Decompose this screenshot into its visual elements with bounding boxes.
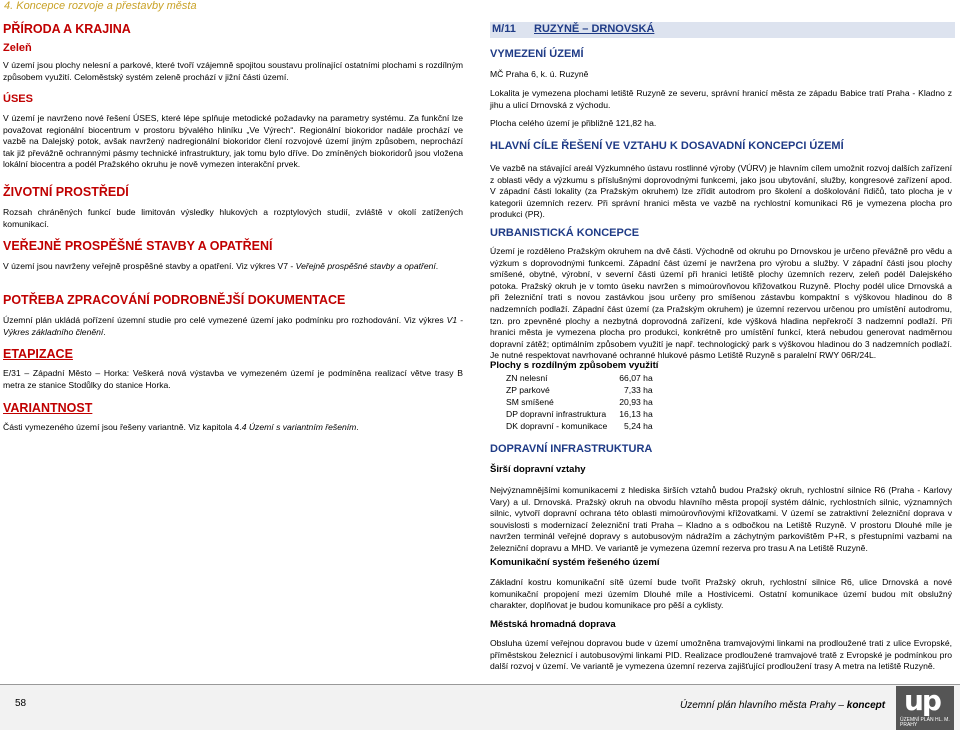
table-row: ZN nelesní 66,07 ha [506,373,653,383]
para-hlavni-cile: Ve vazbě na stávající areál Výzkumného ústavu rostlinné výroby (VÚRV) je hlavním cílem umožnit rozvoj dalších zařízení z oblasti vědy a výzkumu s příslušnými doprovodnými funkcemi, jako jsou ubytování, služby, kongresové zařízení apod. V západní části lokality (za Pražským okruhem) lze zřídit autodrom pro školení a doškolování řidičů, tato plocha je v kategorii územních rezerv. Při správní hranici města ve vazbě na rychlostní komunikaci R6 je vymezena plocha pro produkci (PR). [490,163,952,220]
heading-urbanisticka: URBANISTICKÁ KONCEPCE [490,227,640,239]
para-plocha: Plocha celého území je přibližně 121,82 ha. [490,118,657,128]
heading-etapizace: ETAPIZACE [3,347,73,361]
para-zelen: V území jsou plochy nelesní a parkové, které tvoří vzájemně spojitou soustavu prolínající ostatními plochami s rozdílným způsobem využití. Celoměstský systém zeleně prochází v jižní části území. [3,60,463,82]
heading-potreba: POTŘEBA ZPRACOVÁNÍ PODROBNĚJŠÍ DOKUMENTACE [3,293,346,307]
para-komunikacni: Základní kostru komunikační sítě území bude tvořit Pražský okruh, rychlostní silnice R6, ulice Drnovská a nové komunikační propojení mezi územím Dlouhé míle a Hostivicemi. Ostatní komunikace území budou mít obslužný charakter, doplňovat je budou komunikace pro pěší a cyklisty. [490,577,952,611]
heading-zelen: Zeleň [3,42,32,54]
heading-komunikacni: Komunikační systém řešeného území [490,557,660,568]
heading-hlavni-cile: HLAVNÍ CÍLE ŘEŠENÍ VE VZTAHU K DOSAVADNÍ KONCEPCI ÚZEMÍ [490,140,844,152]
para-variantnost: Části vymezeného území jsou řešeny variantně. Viz kapitola 4.4 Území s variantním řešením. [3,422,359,432]
para-zivotni-prostredi: Rozsah chráněných funkcí bude limitován výsledky hlukových a rozptylových studií, zvláště v okolí zatížených komunikací. [3,207,463,229]
heading-dopravni: DOPRAVNÍ INFRASTRUKTURA [490,443,653,455]
para-etapizace: E/31 – Západní Město – Horka: Veškerá nová výstavba ve vymezeném území je podmíněna realizací větve trasy B metra ze stanice Stodůlky do stanice Horka. [3,368,463,390]
area-code: M/11 [492,23,516,35]
heading-variantnost: VARIANTNOST [3,401,93,415]
running-head: 4. Koncepce rozvoje a přestavby města [4,0,197,12]
heading-zivotni-prostredi: ŽIVOTNÍ PROSTŘEDÍ [3,185,129,199]
table-row: DK dopravní - komunikace 5,24 ha [506,421,653,431]
heading-vymezeni: VYMEZENÍ ÚZEMÍ [490,48,584,60]
page-number: 58 [15,698,27,709]
heading-vps: VEŘEJNĚ PROSPĚŠNÉ STAVBY A OPATŘENÍ [3,239,273,253]
footer-divider [0,684,960,685]
heading-uses: ÚSES [3,93,33,105]
land-use-table [504,372,655,432]
para-potreba: Územní plán ukládá pořízení územní studie pro celé vymezené území jako podmínku pro rozhodování. Viz výkres V1 - Výkres základního členění. [3,315,464,337]
para-lokalita: Lokalita je vymezena plochami letiště Ruzyně ze severu, správní hranicí města ze západu Babice tratí Praha - Kladno z jihu a ulicí Drnovská z východu. [490,88,952,110]
table-row: SM smíšené 20,93 ha [506,397,653,407]
para-vps: V území jsou navrženy veřejně prospěšné stavby a opatření. Viz výkres V7 - Veřejně prospěšné stavby a opatření. [3,261,439,271]
area-name: RUZYNĚ – DRNOVSKÁ [534,23,655,35]
para-urbanisticka: Území je rozděleno Pražským okruhem na dvě části. Východně od okruhu po Drnovskou je určeno převážně pro vědu a výzkum s doprovodnými funkcemi. Západní část území je navržena pro výrobu a služby. V západní části jsou plochy smíšené, obytné, výrobní, v severní části území při hranici letiště plochy územních rezerv, zeleň podél Dalejského potoka. Pražský okruh je v tomto úseku navržen s mimoúrovňovou křižovatkou Ruzyně. Plochy podél ulice Drnovská a při železniční trati s novou zastávkou jsou určeny pro smíšenou zástavbu kompaktní s výškovou hladinou do 8 nadzemních podlaží. Západní část území (za Pražským okruhem) je územní rezervou určenou pro umístění autodromu, tzn. pro zpevněné plochy a nezbytná doprovodná zařízení, kde výšková hladina nepřekročí 3 nadzemní podlaží. Při hranici města je vymezena plocha pro produkci, konkrétně pro umístění funkcí, která nebudou generovat nadměrnou dopravní zátěž; optimálním způsobem využití je např. technologický park s výškovou hladinou do 3 nadzemních podlaží. Je nutné respektovat navrhované ochranné hlukové pásmo Letiště Ruzyně s paralelní RWY 06R/24L. [490,246,952,361]
footer-title: Územní plán hlavního města Prahy – koncept [680,700,886,711]
heading-mhd: Městská hromadná doprava [490,619,616,630]
logo-mark: up [904,684,940,717]
up-logo [896,686,954,730]
table-row: ZP parkové 7,33 ha [506,385,653,395]
section-title-priroda: PŘÍRODA A KRAJINA [3,22,131,36]
mc-label: MČ Praha 6, k. ú. Ruzyně [490,69,589,79]
area-header-bar [490,22,955,38]
logo-subtitle: ÚZEMNÍ PLÁN HL. M. PRAHY [900,717,950,728]
para-uses: V území je navrženo nové řešení ÚSES, které lépe splňuje metodické požadavky na parametry systému. Za funkční lze považovat regionální biocentrum v prostoru bývalého hliníku „Ve Výrech“. Regionální biokoridor nadále prochází ve vazbě na Dalejský potok, avšak navržený nadregionální biokoridor člení rozvojové území jiným způsobem, neprochází tak již převážně ochrannými pásmy technické infrastruktury, jak tomu bylo dříve. Do zmíněných biokoridorů jsou vložena lokální biocentra a podél Pražského okruhu je nově vymezen interakční prvek. [3,113,463,170]
table-row: DP dopravní infrastruktura 16,13 ha [506,409,653,419]
para-mhd: Obsluha území veřejnou dopravou bude v území umožněna tramvajovými linkami na prodloužené trati z ulice Evropské, příměstskou železnicí i autobusovými linkami PID. Realizace prodloužené tramvajové tratě z Evropské je podmínkou pro další rozvoj v území. Ve variantě je vymezena územní rezerva zajišťující prodloužení trasy A metra na letiště Ruzyně. [490,638,952,672]
heading-sirsi: Širší dopravní vztahy [490,464,586,475]
para-sirsi: Nejvýznamnějšími komunikacemi z hlediska širších vztahů budou Pražský okruh, rychlostní silnice R6 (Praha - Karlovy Vary) a ul. Drnovská. Pražský okruh na obvodu hlavního města propojí systém dálnic, rychlostních silnic, významných silnic, vytvoří dopravní ochrana této oblasti mimoúrovňovými křižovatkami. V území se zatraktivní železniční doprava v souvislosti s modernizací železniční trati Praha – Kladno a s odbočkou na Letiště Ruzyně. V prostoru Dlouhé míle je navržen terminál veřejné dopravy s autobusovým nádražím a záchytným parkovištěm P+R, s přestupními vazbami na železniční dopravu a MHD. Ve variantě je vymezena územní rezerva pro trasu A na Letiště Ruzyně. [490,485,952,553]
heading-plochy: Plochy s rozdílným způsobem využití [490,360,659,371]
